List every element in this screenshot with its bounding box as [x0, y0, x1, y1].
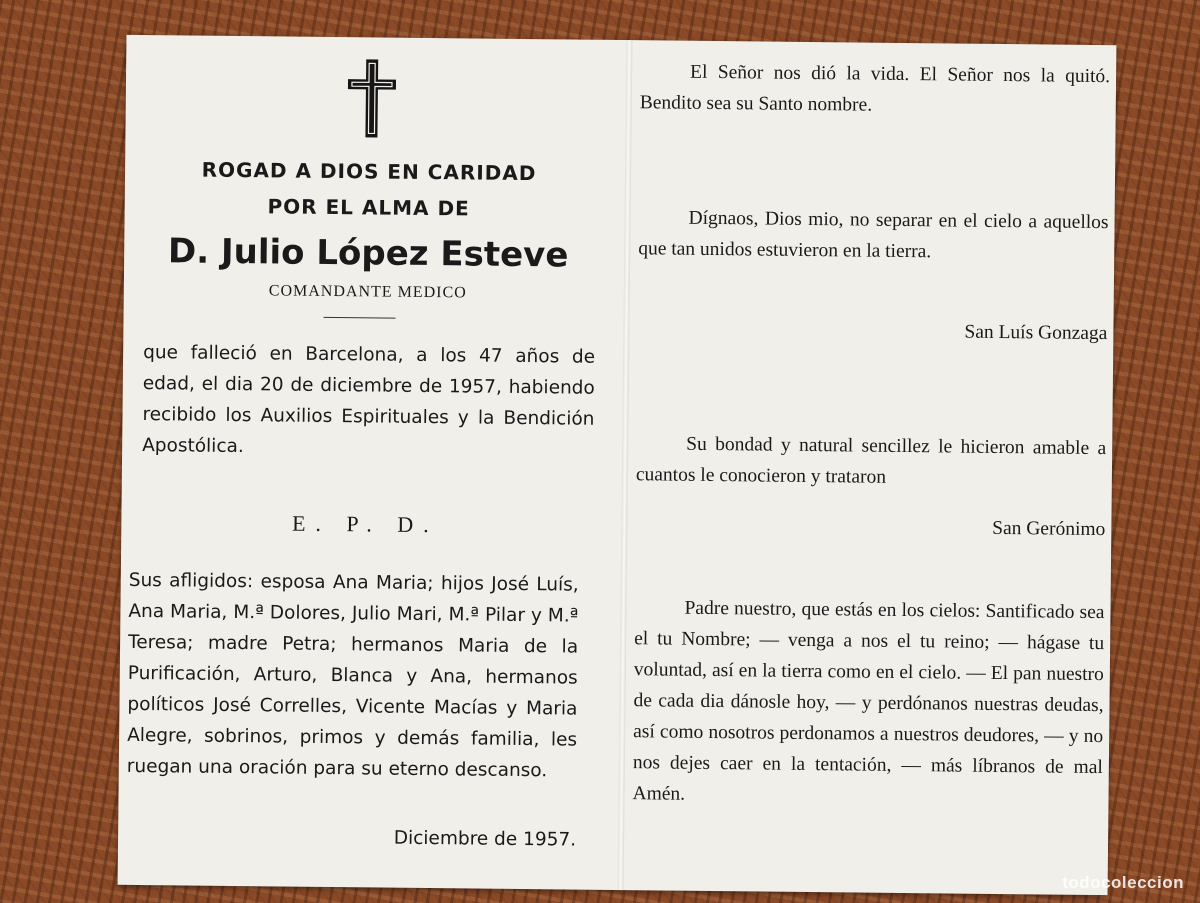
deceased-name: D. Julio López Esteve: [167, 231, 569, 276]
heading-line-2: POR EL ALMA DE: [267, 194, 470, 221]
cross-icon: [345, 57, 398, 140]
divider: [324, 317, 396, 319]
family-notice: Sus afligidos: esposa Ana Maria; hijos José Luís, Ana Maria, M.ª Dolores, Julio Mari, M.ª Pilar y M.ª Teresa; madre Petra; hermanos Maria de la Purificación, Arturo, Blanca y Ana, hermanos políticos José Correlles, Vicente Macías y Maria Alegre, sobrinos, primos y demás familia, les ruegan una oración para su eterno descanso.: [126, 569, 579, 782]
death-notice: que falleció en Barcelona, a los 47 años de edad, el dia 20 de diciembre de 1957, habiendo recibido los Auxilios Espirituales y la Bendición Apostólica.: [142, 342, 596, 458]
right-page: [624, 40, 1117, 895]
memorial-card: [118, 35, 1117, 895]
quote-3: Su bondad y natural sencillez le hicieron amable a cuantos le conocieron y trataron: [635, 433, 1107, 488]
left-page: [118, 35, 627, 890]
quote-1: El Señor nos dió la vida. El Señor nos la quitó. Bendito sea su Santo nombre.: [639, 61, 1111, 116]
quote-2: Dígnaos, Dios mio, no separar en el cielo a aquellos que tan unidos estuvieron en la tierra.: [638, 207, 1109, 263]
watermark: todocoleccion: [1062, 873, 1184, 892]
deceased-title: COMANDANTE MEDICO: [268, 282, 467, 302]
notice-date: Diciembre de 1957.: [393, 827, 577, 851]
heading-line-1: ROGAD A DIOS EN CARIDAD: [201, 157, 537, 186]
epd-text: E. P. D.: [291, 510, 439, 538]
quote-2-author: San Luís Gonzaga: [964, 321, 1108, 345]
quote-3-author: San Gerónimo: [992, 517, 1106, 541]
prayer-text: Padre nuestro, que estás en los cielos: Santificado sea el tu Nombre; — venga a nos el tu reino; — hágase tu voluntad, así en la tierra como en el cielo. — El pan nuestro de cada dia dánosle hoy, — y perdónanos nuestras deudas, así como nosotros perdonamos a nuestros deudores, — y no nos dejes caer en la tentación, — más líbranos de mal Amén.: [632, 597, 1105, 805]
